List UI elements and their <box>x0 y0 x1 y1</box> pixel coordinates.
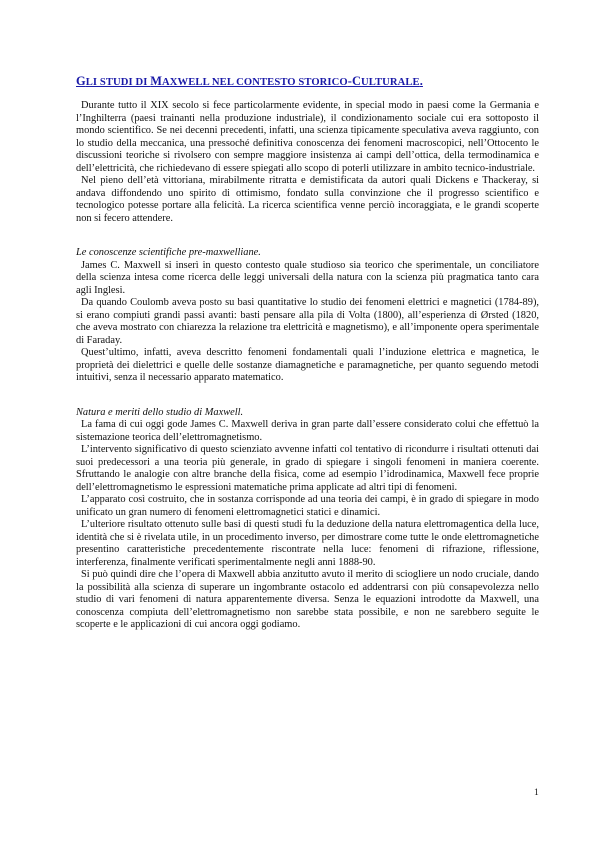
title-part: M <box>150 74 163 88</box>
page-number: 1 <box>534 788 539 798</box>
title-part: G <box>76 74 86 88</box>
section-heading: Natura e meriti dello studio di Maxwell. <box>76 406 244 418</box>
title-part: . <box>419 74 423 88</box>
paragraph: Durante tutto il XIX secolo si fece particolarmente evidente, in special modo in paesi come la Germania e l’Inghilterra (paesi trainanti nella produzione industriale), il condizionamento sociale cui era sottoposto il mondo scientifico. Se nei decenni precedenti, infatti, una scienza tipicamente speculativa aveva raggiunto, con lo studio della meccanica, una pressoché definitiva conoscenza dei fenomeni macroscopici, nell’Ottocento le discussioni teoriche si rivolsero con sempre maggiore insistenza ai campi dell’ottica, della termodinamica e dell’elettricità, che richiedevano di essere spiegati allo scopo di poterli utilizzare in ambito tecnico-industriale. <box>76 100 539 174</box>
paragraph: James C. Maxwell si inserì in questo contesto quale studioso sia teorico che sperimentale, un conciliatore della scienza intesa come ricerca delle leggi universali della natura con la scienza più pragmatica tanto cara agli Inglesi. <box>76 259 539 296</box>
paragraph: La fama di cui oggi gode James C. Maxwell deriva in gran parte dall’essere considerato colui che effettuò la sistemazione teorica dell’elettromagnetismo. <box>76 419 539 443</box>
title-part: ULTURALE <box>361 77 420 88</box>
title-part: -C <box>347 74 362 88</box>
title-part: LI STUDI DI <box>85 77 151 88</box>
document-title <box>76 74 539 89</box>
paragraph: Da quando Coulomb aveva posto su basi quantitative lo studio dei fenomeni elettrici e magnetici (1784-89), si erano compiuti grandi passi avanti: basti pensare alla pila di Volta (1800), all’esperienza di Ørsted (1820, che aveva mostrato con chiarezza la relazione tra elettricità e magnetismo), e all’imponente opera sperimentale di Faraday. <box>76 297 539 346</box>
document-page <box>76 74 539 632</box>
paragraph: L’intervento significativo di questo scienziato avvenne infatti col tentativo di ricondurre i risultati ottenuti dai suoi predecessori a una teoria più generale, in grado di spiegare i singoli fenomeni in maniera coerente. Sfruttando le analogie con altre branche della fisica, come ad esempio l’idrodinamica, Maxwell fece proprie dell’elettromagnetismo le espressioni matematiche prima applicate ad altri tipi di fenomeni. <box>76 444 539 493</box>
paragraph: L’ulteriore risultato ottenuto sulle basi di questi studi fu la deduzione della natura elettromagentica della luce, identità che si è rivelata utile, in un procedimento inverso, per dimostrare come tutte le onde elettromagnetiche presentino caratteristiche precedentemente riscontrate nella luce: fenomeni di rifrazione, riflessione, interferenza, finalmente verificati sperimentalmente negli anni 1888-90. <box>76 519 539 568</box>
section-heading: Le conoscenze scientifiche pre-maxwelliane. <box>76 247 261 258</box>
title-part: AXWELL NEL CONTESTO STORICO <box>162 77 348 88</box>
paragraph: Quest’ultimo, infatti, aveva descritto fenomeni fondamentali quali l’induzione elettrica e magnetica, le proprietà dei dielettrici e quelle delle sostanze diamagnetiche e paramagnetiche, per quanto seguendo metodi intuitivi, senza il necessario apparato matematico. <box>76 347 539 383</box>
paragraph: L’apparato così costruito, che in sostanza corrisponde ad una teoria dei campi, è in grado di spiegare in modo unificato un gran numero di fenomeni elettromagnetici statici e dinamici. <box>76 494 539 518</box>
intro-section <box>76 100 539 225</box>
paragraph: Nel pieno dell’età vittoriana, mirabilmente ritratta e demistificata da autori quali Dickens e Thackeray, si andava diffondendo uno spirito di ottimismo, fondato sulla convinzione che il progresso scientifico e tecnologico potesse portare alla felicità. La ricerca scientifica venne perciò incoraggiata, e le grandi scoperte non si fecero attendere. <box>76 175 539 224</box>
paragraph: Si può quindi dire che l’opera di Maxwell abbia anzitutto avuto il merito di sciogliere un nodo cruciale, dando la possibilità alla scienza di superare un ingombrante ostacolo ed addentrarsi con più consapevolezza nello studio di vari fenomeni di natura apparentemente diversa. Senza le equazioni introdotte da Maxwell, una conoscenza compiuta dell’elettromagnetismo non sarebbe stata possibile, e non ne sarebbero seguite le scoperte e le applicazioni di cui ancora oggi godiamo. <box>76 569 539 630</box>
section-maxwell-merits <box>76 407 539 632</box>
section-pre-maxwellian <box>76 247 539 385</box>
